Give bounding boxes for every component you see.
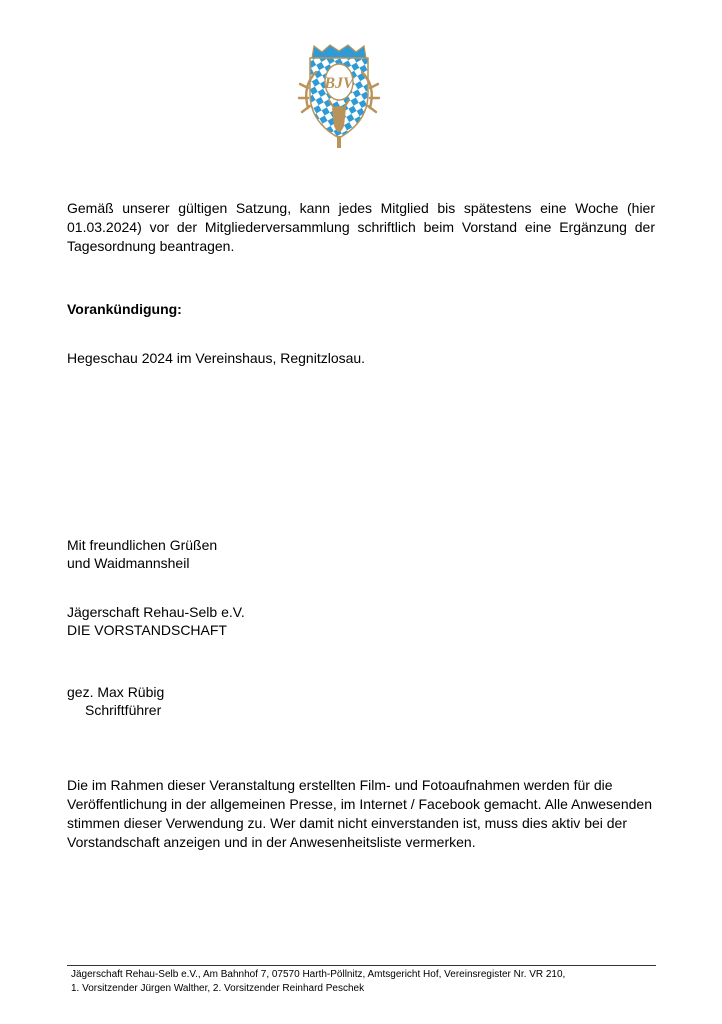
footer-line-1: Jägerschaft Rehau-Selb e.V., Am Bahnhof 7, 07570 Harth-Pöllnitz, Amtsgericht Hof, Vereinsregister Nr. VR 210, [71, 969, 566, 980]
bjv-logo [296, 42, 382, 150]
crown-band [312, 45, 366, 58]
footer-divider [67, 965, 656, 966]
announcement-text: Hegeschau 2024 im Vereinshaus, Regnitzlosau. [67, 350, 366, 366]
signer-role: Schriftführer [85, 702, 162, 718]
org-board: DIE VORSTANDSCHAFT [67, 622, 227, 638]
svg-text:BJV: BJV [324, 75, 354, 92]
footer-line-2: 1. Vorsitzender Jürgen Walther, 2. Vorsitzender Reinhard Peschek [71, 983, 365, 994]
closing-line-2: und Waidmannsheil [67, 555, 190, 571]
media-notice: Die im Rahmen dieser Veranstaltung erstellten Film- und Fotoaufnahmen werden für die Veröffentlichung in der allgemeinen Presse, im Internet / Facebook gemacht. Alle Anwesenden stimmen dieser Verwendung zu. Wer damit nicht einverstanden ist, muss dies aktiv bei der Vorstandschaft anzeigen und in der Anwesenheitsliste vermerken. [67, 777, 652, 850]
signed-by: gez. Max Rübig [67, 684, 165, 700]
announcement-heading: Vorankündigung: [67, 301, 182, 317]
org-name: Jägerschaft Rehau-Selb e.V. [67, 604, 245, 620]
intro-paragraph: Gemäß unserer gültigen Satzung, kann jedes Mitglied bis spätestens eine Woche (hier 01.03.2024) vor der Mitgliederversammlung schriftlich beim Vorstand eine Ergänzung der Tagesordnung beantragen. [67, 200, 655, 254]
closing-line-1: Mit freundlichen Grüßen [67, 537, 218, 553]
